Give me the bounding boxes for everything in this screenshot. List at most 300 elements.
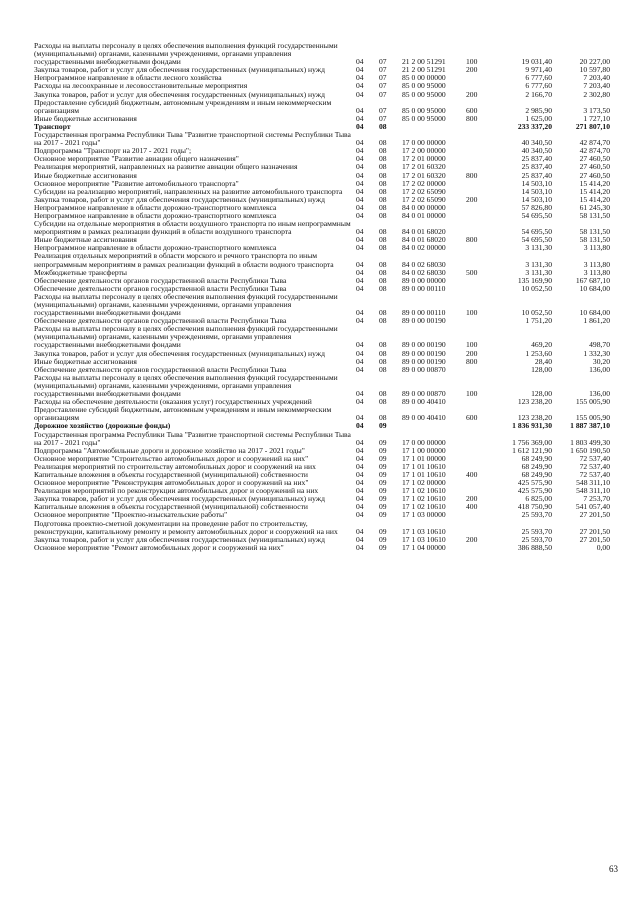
page-number: 63 [609, 864, 618, 874]
amount-year-2: 58 131,50 [579, 235, 610, 245]
target-article-code: 85 0 00 95000 [402, 89, 446, 99]
target-article-code: 21 2 00 51291 [402, 57, 446, 67]
section-code: 04 [356, 113, 364, 123]
section-code: 04 [356, 542, 364, 552]
target-article-code: 84 0 02 00000 [402, 243, 446, 253]
subsection-code: 08 [379, 186, 387, 196]
table-row [34, 99, 614, 115]
amount-year-2: 0,00 [596, 542, 610, 552]
amount-year-1: 233 337,20 [517, 121, 552, 131]
amount-year-1: 14 503,10 [521, 186, 552, 196]
item-name: Основное мероприятие "Строительство автомобильных дорог и сооружений на них" [34, 453, 309, 463]
expense-type-code: 100 [466, 389, 478, 399]
section-code: 04 [356, 259, 364, 269]
item-name: Субсидии на реализацию мероприятий, направленных на развитие автомобильного транспорта [34, 186, 343, 196]
expense-type-code: 600 [466, 413, 478, 423]
subsection-code: 07 [379, 89, 387, 99]
expense-type-code: 100 [466, 57, 478, 67]
amount-year-1: 1 751,20 [525, 316, 552, 326]
target-article-code: 89 0 00 00190 [402, 356, 446, 366]
item-name: Предоставление субсидий бюджетным, автономным учреждениям и иным некоммерческим организациям [34, 97, 332, 115]
section-code: 04 [356, 146, 364, 156]
amount-year-2: 10 684,00 [579, 283, 610, 293]
amount-year-1: 25 593,70 [521, 534, 552, 544]
amount-year-1: 40 340,50 [521, 138, 552, 148]
item-name: Обеспечение деятельности органов государственной власти Республики Тыва [34, 316, 287, 326]
amount-year-1: 123 238,20 [517, 397, 552, 407]
table-row [34, 252, 614, 268]
item-name: Иные бюджетные ассигнования [34, 113, 137, 123]
amount-year-2: 10 684,00 [579, 308, 610, 318]
table-row [34, 544, 614, 552]
subsection-code: 09 [379, 510, 387, 520]
section-code: 04 [356, 210, 364, 220]
amount-year-1: 135 169,90 [517, 275, 552, 285]
target-article-code: 17 1 00 00000 [402, 445, 446, 455]
amount-year-2: 42 874,70 [579, 138, 610, 148]
expense-type-code: 400 [466, 469, 478, 479]
target-article-code: 84 0 01 68020 [402, 227, 446, 237]
target-article-code: 17 0 00 00000 [402, 437, 446, 447]
section-code: 04 [356, 397, 364, 407]
expense-type-code: 800 [466, 235, 478, 245]
section-code: 04 [356, 138, 364, 148]
subsection-code: 07 [379, 113, 387, 123]
subsection-code: 09 [379, 478, 387, 488]
amount-year-1: 425 575,90 [517, 486, 552, 496]
amount-year-1: 128,00 [531, 364, 552, 374]
section-code: 04 [356, 243, 364, 253]
item-name: Закупка товаров, работ и услуг для обеспечения государственных (муниципальных) нужд [34, 194, 325, 204]
subsection-code: 08 [379, 227, 387, 237]
target-article-code: 17 2 01 00000 [402, 154, 446, 164]
subsection-code: 08 [379, 275, 387, 285]
amount-year-1: 3 131,30 [525, 267, 552, 277]
target-article-code: 89 0 00 00870 [402, 389, 446, 399]
amount-year-2: 58 131,50 [579, 227, 610, 237]
target-article-code: 89 0 00 00190 [402, 316, 446, 326]
subsection-code: 09 [379, 526, 387, 536]
item-name: Расходы на лесоохранные и лесовосстановительные мероприятия [34, 81, 248, 91]
target-article-code: 17 2 00 00000 [402, 146, 446, 156]
subsection-code: 08 [379, 178, 387, 188]
target-article-code: 84 0 00 00000 [402, 202, 446, 212]
section-code: 04 [356, 283, 364, 293]
amount-year-1: 25 837,40 [521, 162, 552, 172]
amount-year-2: 548 311,10 [576, 478, 610, 488]
expense-type-code: 600 [466, 105, 478, 115]
target-article-code: 85 0 00 95000 [402, 81, 446, 91]
target-article-code: 17 1 02 10610 [402, 486, 446, 496]
amount-year-1: 1 625,00 [525, 113, 552, 123]
subsection-code: 08 [379, 308, 387, 318]
table-row [34, 220, 614, 236]
amount-year-1: 6 777,60 [525, 81, 552, 91]
subsection-code: 09 [379, 502, 387, 512]
target-article-code: 17 1 02 00000 [402, 478, 446, 488]
item-name: Расходы на выплаты персоналу в целях обеспечения выполнения функций государственными (муниципальными) органами, казенными учреждениями, органами управления государственными внебюджетными фондами [34, 41, 338, 67]
amount-year-2: 1 861,20 [583, 316, 610, 326]
amount-year-1: 25 837,40 [521, 154, 552, 164]
target-article-code: 84 0 01 68020 [402, 235, 446, 245]
table-row [34, 520, 614, 536]
target-article-code: 89 0 00 00110 [402, 308, 446, 318]
subsection-code: 07 [379, 57, 387, 67]
section-code: 04 [356, 413, 364, 423]
expense-type-code: 100 [466, 340, 478, 350]
amount-year-2: 30,20 [592, 356, 610, 366]
section-code: 04 [356, 275, 364, 285]
expense-type-code: 400 [466, 502, 478, 512]
amount-year-1: 6 825,00 [525, 494, 552, 504]
target-article-code: 21 2 00 51291 [402, 65, 446, 75]
item-name: Расходы на обеспечение деятельности (оказания услуг) государственных учреждений [34, 397, 312, 407]
amount-year-2: 548 311,10 [576, 486, 610, 496]
section-code: 04 [356, 162, 364, 172]
amount-year-2: 498,70 [589, 340, 610, 350]
amount-year-2: 1 887 387,10 [570, 421, 610, 431]
amount-year-1: 14 503,10 [521, 194, 552, 204]
item-name: Иные бюджетные ассигнования [34, 356, 137, 366]
section-code: 04 [356, 316, 364, 326]
section-code: 04 [356, 494, 364, 504]
subsection-code: 08 [379, 121, 387, 131]
target-article-code: 85 0 00 95000 [402, 105, 446, 115]
item-name: Закупка товаров, работ и услуг для обеспечения государственных (муниципальных) нужд [34, 348, 325, 358]
section-code: 04 [356, 170, 364, 180]
target-article-code: 17 2 01 60320 [402, 162, 446, 172]
subsection-code: 08 [379, 389, 387, 399]
subsection-code: 08 [379, 146, 387, 156]
amount-year-1: 1 612 121,90 [512, 445, 552, 455]
amount-year-1: 128,00 [531, 389, 552, 399]
amount-year-2: 72 537,40 [579, 469, 610, 479]
item-name: Реализация отдельных мероприятий в области морского и речного транспорта по иным непрограммным мероприятиям в рамках реализации функций в области водного транспорта [34, 251, 334, 269]
amount-year-1: 1 756 369,00 [512, 437, 552, 447]
target-article-code: 89 0 00 00190 [402, 348, 446, 358]
table-row [34, 406, 614, 422]
expense-type-code: 200 [466, 534, 478, 544]
section-code: 04 [356, 478, 364, 488]
item-name: Закупка товаров, работ и услуг для обеспечения государственных (муниципальных) нужд [34, 534, 325, 544]
section-code: 04 [356, 453, 364, 463]
subsection-code: 08 [379, 170, 387, 180]
subsection-code: 07 [379, 65, 387, 75]
subsection-code: 08 [379, 154, 387, 164]
subsection-code: 07 [379, 73, 387, 83]
target-article-code: 17 1 01 10610 [402, 461, 446, 471]
amount-year-2: 7 203,40 [583, 81, 610, 91]
target-article-code: 89 0 00 00000 [402, 275, 446, 285]
amount-year-1: 469,20 [531, 340, 552, 350]
subsection-code: 09 [379, 437, 387, 447]
amount-year-2: 1 650 190,50 [570, 445, 610, 455]
amount-year-2: 3 113,80 [583, 243, 610, 253]
expense-type-code: 800 [466, 356, 478, 366]
target-article-code: 17 2 02 65090 [402, 194, 446, 204]
item-name: Реализация мероприятий по реконструкции автомобильных дорог и сооружений на них [34, 486, 319, 496]
amount-year-1: 3 131,30 [525, 259, 552, 269]
section-code: 04 [356, 267, 364, 277]
amount-year-1: 2 166,70 [525, 89, 552, 99]
amount-year-1: 57 826,80 [521, 202, 552, 212]
expense-type-code: 200 [466, 65, 478, 75]
subsection-code: 08 [379, 235, 387, 245]
amount-year-1: 1 836 931,30 [512, 421, 552, 431]
target-article-code: 85 0 00 95000 [402, 113, 446, 123]
target-article-code: 17 1 01 10610 [402, 469, 446, 479]
section-code: 04 [356, 421, 364, 431]
section-code: 04 [356, 510, 364, 520]
item-name: Государственная программа Республики Тыва "Развитие транспортной системы Республики Тыва на 2017 - 2021 годы" [34, 130, 351, 148]
target-article-code: 85 0 00 00000 [402, 73, 446, 83]
subsection-code: 09 [379, 421, 387, 431]
target-article-code: 89 0 00 00110 [402, 283, 446, 293]
amount-year-2: 27 201,50 [579, 534, 610, 544]
expense-type-code: 800 [466, 113, 478, 123]
item-name: Закупка товаров, работ и услуг для обеспечения государственных (муниципальных) нужд [34, 494, 325, 504]
amount-year-1: 54 695,50 [521, 227, 552, 237]
subsection-code: 08 [379, 340, 387, 350]
amount-year-2: 27 460,50 [579, 170, 610, 180]
subsection-code: 08 [379, 364, 387, 374]
budget-table [34, 42, 614, 552]
section-code: 04 [356, 194, 364, 204]
amount-year-2: 15 414,20 [579, 178, 610, 188]
item-name: Непрограммное направление в области лесного хозяйства [34, 73, 222, 83]
expense-type-code: 200 [466, 89, 478, 99]
subsection-code: 09 [379, 469, 387, 479]
amount-year-2: 72 537,40 [579, 461, 610, 471]
amount-year-1: 14 503,10 [521, 178, 552, 188]
item-name: Реализация мероприятий, направленных на развитие авиации общего назначения [34, 162, 298, 172]
target-article-code: 17 0 00 00000 [402, 138, 446, 148]
subsection-code: 08 [379, 162, 387, 172]
amount-year-1: 54 695,50 [521, 210, 552, 220]
section-code: 04 [356, 356, 364, 366]
amount-year-2: 15 414,20 [579, 194, 610, 204]
amount-year-2: 541 057,40 [575, 502, 610, 512]
item-name: Расходы на выплаты персоналу в целях обеспечения выполнения функций государственными (муниципальными) органами, казенными учреждениями, органами управления государственными внебюджетными фондами [34, 324, 338, 350]
section-code: 04 [356, 105, 364, 115]
amount-year-1: 25 593,70 [521, 526, 552, 536]
amount-year-2: 1 727,10 [583, 113, 610, 123]
item-name: Иные бюджетные ассигнования [34, 170, 137, 180]
section-code: 04 [356, 81, 364, 91]
subsection-code: 08 [379, 194, 387, 204]
expense-type-code: 200 [466, 348, 478, 358]
amount-year-1: 19 031,40 [521, 57, 552, 67]
amount-year-2: 3 113,80 [583, 259, 610, 269]
item-name: Реализация мероприятий по строительству автомобильных дорог и сооружений на них [34, 461, 316, 471]
target-article-code: 17 1 03 10610 [402, 526, 446, 536]
expense-type-code: 100 [466, 308, 478, 318]
amount-year-2: 136,00 [589, 364, 610, 374]
amount-year-1: 28,40 [534, 356, 552, 366]
amount-year-2: 15 414,20 [579, 186, 610, 196]
section-code: 04 [356, 445, 364, 455]
section-code: 04 [356, 121, 364, 131]
subsection-code: 09 [379, 494, 387, 504]
amount-year-1: 425 575,90 [517, 478, 552, 488]
section-code: 04 [356, 308, 364, 318]
amount-year-1: 123 238,20 [517, 413, 552, 423]
amount-year-2: 155 005,90 [575, 413, 610, 423]
amount-year-1: 54 695,50 [521, 235, 552, 245]
item-name: Непрограммное направление в области дорожно-транспортного комплекса [34, 243, 277, 253]
target-article-code: 84 0 02 68030 [402, 259, 446, 269]
item-name: Закупка товаров, работ и услуг для обеспечения государственных (муниципальных) нужд [34, 65, 325, 75]
subsection-code: 08 [379, 348, 387, 358]
amount-year-2: 58 131,50 [579, 210, 610, 220]
section-code: 04 [356, 486, 364, 496]
section-code: 04 [356, 461, 364, 471]
target-article-code: 89 0 00 40410 [402, 413, 446, 423]
amount-year-2: 1 332,30 [583, 348, 610, 358]
amount-year-2: 42 874,70 [579, 146, 610, 156]
subsection-code: 09 [379, 445, 387, 455]
item-name: Субсидии на отдельные мероприятия в области воздушного транспорта по иным непрограммным мероприятиям в рамках реализации функций в области воздушного транспорта [34, 219, 351, 237]
item-name: Дорожное хозяйство (дорожные фонды) [34, 421, 171, 431]
amount-year-2: 72 537,40 [579, 453, 610, 463]
item-name: Иные бюджетные ассигнования [34, 235, 137, 245]
item-name: Подпрограмма "Автомобильные дороги и дорожное хозяйство на 2017 - 2021 годы" [34, 445, 305, 455]
target-article-code: 89 0 00 00870 [402, 364, 446, 374]
amount-year-2: 2 302,80 [583, 89, 610, 99]
item-name: Непрограммное направление в области дорожно-транспортного комплекса [34, 202, 277, 212]
item-name: Межбюджетные трансферты [34, 267, 127, 277]
target-article-code: 89 0 00 00190 [402, 340, 446, 350]
subsection-code: 08 [379, 316, 387, 326]
item-name: Обеспечение деятельности органов государственной власти Республики Тыва [34, 364, 287, 374]
table-row [34, 325, 614, 349]
item-name: Основное мероприятие "Реконструкция автомобильных дорог и сооружений на них" [34, 478, 309, 488]
item-name: Транспорт [34, 121, 71, 131]
item-name: Капитальные вложения в объекты государственной (муниципальной) собственности [34, 469, 308, 479]
item-name: Основное мероприятие "Проектно-изыскательские работы" [34, 510, 228, 520]
amount-year-2: 155 005,90 [575, 397, 610, 407]
expense-type-code: 200 [466, 194, 478, 204]
item-name: Расходы на выплаты персоналу в целях обеспечения выполнения функций государственными (муниципальными) органами, казенными учреждениями, органами управления государственными внебюджетными фондами [34, 291, 338, 318]
item-name: Непрограммное направление в области дорожно-транспортного комплекса [34, 210, 277, 220]
section-code: 04 [356, 227, 364, 237]
item-name: Расходы на выплаты персоналу в целях обеспечения выполнения функций государственными (муниципальными) органами, казенными учреждениями, органами управления государственными внебюджетными фондами [34, 372, 338, 399]
amount-year-2: 1 803 499,30 [570, 437, 610, 447]
item-name: Обеспечение деятельности органов государственной власти Республики Тыва [34, 283, 287, 293]
subsection-code: 08 [379, 413, 387, 423]
subsection-code: 09 [379, 534, 387, 544]
section-code: 04 [356, 526, 364, 536]
target-article-code: 17 2 02 00000 [402, 178, 446, 188]
section-code: 04 [356, 534, 364, 544]
item-name: Обеспечение деятельности органов государственной власти Республики Тыва [34, 275, 287, 285]
expense-type-code: 800 [466, 170, 478, 180]
subsection-code: 08 [379, 397, 387, 407]
subsection-code: 08 [379, 356, 387, 366]
item-name: Государственная программа Республики Тыва "Развитие транспортной системы Республики Тыва на 2017 - 2021 годы" [34, 429, 351, 447]
subsection-code: 08 [379, 283, 387, 293]
subsection-code: 08 [379, 138, 387, 148]
section-code: 04 [356, 340, 364, 350]
amount-year-1: 68 249,90 [521, 453, 552, 463]
target-article-code: 89 0 00 40410 [402, 397, 446, 407]
amount-year-1: 418 750,90 [517, 502, 552, 512]
amount-year-1: 2 985,90 [525, 105, 552, 115]
amount-year-1: 10 052,50 [521, 308, 552, 318]
target-article-code: 17 1 01 00000 [402, 453, 446, 463]
amount-year-2: 27 460,50 [579, 162, 610, 172]
amount-year-2: 167 687,10 [575, 275, 610, 285]
item-name: Основное мероприятие "Развитие автомобильного транспорта" [34, 178, 239, 188]
section-code: 04 [356, 469, 364, 479]
section-code: 04 [356, 186, 364, 196]
section-code: 04 [356, 73, 364, 83]
expense-type-code: 200 [466, 494, 478, 504]
table-row [34, 431, 614, 447]
subsection-code: 09 [379, 542, 387, 552]
item-name: Основное мероприятие "Развитие авиации общего назначения" [34, 154, 239, 164]
table-row [34, 374, 614, 398]
amount-year-1: 9 971,40 [525, 65, 552, 75]
section-code: 04 [356, 202, 364, 212]
amount-year-1: 68 249,90 [521, 469, 552, 479]
target-article-code: 17 2 02 65090 [402, 186, 446, 196]
amount-year-2: 7 203,40 [583, 73, 610, 83]
subsection-code: 09 [379, 461, 387, 471]
section-code: 04 [356, 502, 364, 512]
amount-year-1: 10 052,50 [521, 283, 552, 293]
table-row [34, 293, 614, 317]
subsection-code: 08 [379, 259, 387, 269]
section-code: 04 [356, 65, 364, 75]
amount-year-2: 27 201,50 [579, 526, 610, 536]
amount-year-1: 25 593,70 [521, 510, 552, 520]
subsection-code: 08 [379, 243, 387, 253]
target-article-code: 17 1 04 00000 [402, 542, 446, 552]
item-name: Капитальные вложения в объекты государственной (муниципальной) собственности [34, 502, 308, 512]
item-name: Предоставление субсидий бюджетным, автономным учреждениям и иным некоммерческим организациям [34, 405, 332, 423]
amount-year-1: 1 253,60 [525, 348, 552, 358]
item-name: Подпрограмма "Транспорт на 2017 - 2021 годы"; [34, 146, 192, 156]
subsection-code: 07 [379, 105, 387, 115]
section-code: 04 [356, 389, 364, 399]
target-article-code: 17 1 03 10610 [402, 534, 446, 544]
amount-year-1: 40 340,50 [521, 146, 552, 156]
subsection-code: 09 [379, 453, 387, 463]
amount-year-2: 271 807,10 [575, 121, 610, 131]
section-code: 04 [356, 437, 364, 447]
table-row [34, 42, 614, 66]
subsection-code: 08 [379, 210, 387, 220]
subsection-code: 09 [379, 486, 387, 496]
subsection-code: 08 [379, 267, 387, 277]
amount-year-2: 3 113,80 [583, 267, 610, 277]
target-article-code: 17 1 03 00000 [402, 510, 446, 520]
item-name: Закупка товаров, работ и услуг для обеспечения государственных (муниципальных) нужд [34, 89, 325, 99]
expense-type-code: 500 [466, 267, 478, 277]
subsection-code: 08 [379, 202, 387, 212]
target-article-code: 17 1 02 10610 [402, 502, 446, 512]
amount-year-2: 27 201,50 [579, 510, 610, 520]
amount-year-2: 61 245,30 [579, 202, 610, 212]
table-row [34, 131, 614, 147]
amount-year-2: 7 253,70 [583, 494, 610, 504]
section-code: 04 [356, 178, 364, 188]
item-name: Подготовка проектно-сметной документации на проведение работ по строительству, реконструкции, капитальному ремонту и ремонту автомобильных дорог и сооружений на них [34, 518, 338, 536]
amount-year-1: 3 131,30 [525, 243, 552, 253]
section-code: 04 [356, 154, 364, 164]
section-code: 04 [356, 235, 364, 245]
